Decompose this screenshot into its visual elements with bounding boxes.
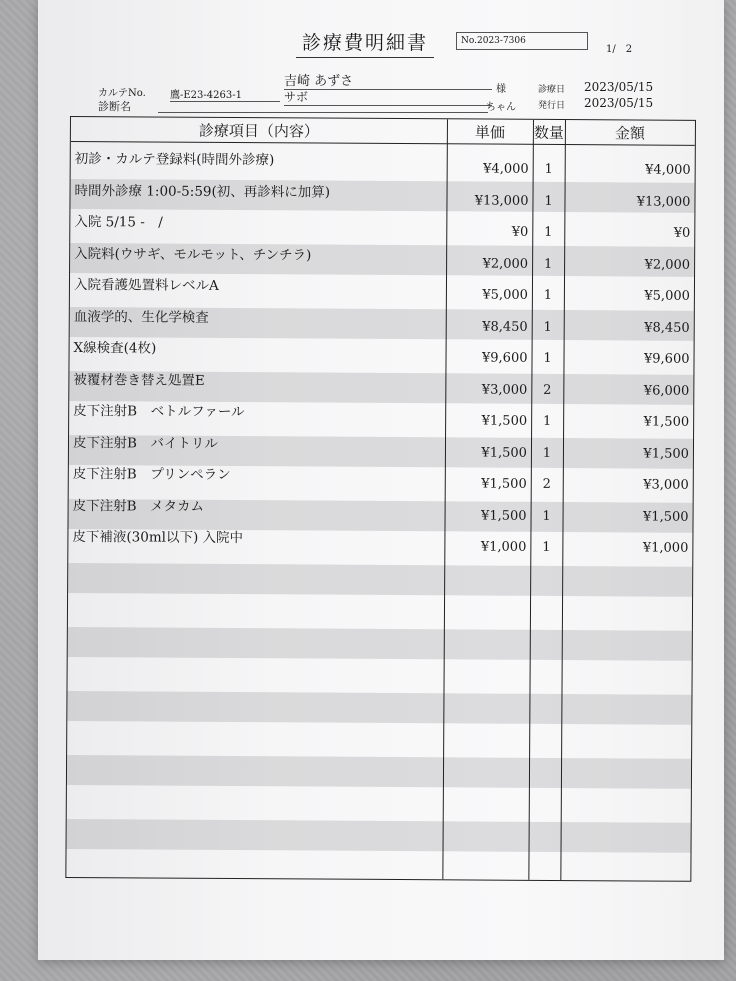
table-row bbox=[69, 429, 693, 465]
row-unit-price: ¥3,000 bbox=[481, 382, 528, 398]
row-unit-price: ¥1,500 bbox=[481, 445, 527, 461]
charges-table bbox=[65, 116, 696, 882]
row-unit-price: ¥1,500 bbox=[481, 413, 528, 429]
row-qty: 1 bbox=[543, 287, 553, 303]
row-amount: ¥9,600 bbox=[643, 351, 690, 367]
row-stripe bbox=[67, 819, 691, 853]
visit-date-label: 診療日 bbox=[538, 85, 566, 95]
row-amount: ¥1,500 bbox=[643, 509, 689, 525]
header-item: 診療項目（内容） bbox=[198, 121, 319, 141]
row-description: 入院料(ウサギ、モルモット、チンチラ) bbox=[74, 245, 312, 263]
row-description: X線検査(4枚) bbox=[73, 340, 157, 357]
row-description: 皮下注射B ベトルファール bbox=[73, 403, 245, 421]
diagnosis-line bbox=[158, 112, 488, 113]
row-unit-price: ¥1,500 bbox=[481, 508, 527, 524]
row-qty: 1 bbox=[542, 508, 551, 524]
row-amount: ¥4,000 bbox=[645, 162, 691, 178]
row-amount: ¥1,500 bbox=[643, 414, 690, 430]
row-amount: ¥2,000 bbox=[644, 257, 691, 273]
row-unit-price: ¥5,000 bbox=[482, 287, 528, 303]
row-unit-price: ¥1,000 bbox=[480, 539, 527, 555]
header-amount: 金額 bbox=[614, 124, 645, 143]
visit-date: 2023/05/15 bbox=[584, 80, 654, 94]
row-qty: 1 bbox=[543, 256, 553, 272]
row-amount: ¥0 bbox=[673, 225, 691, 241]
owner-name: 吉崎 あずさ bbox=[284, 70, 492, 90]
row-description: 被覆材巻き替え処置E bbox=[73, 371, 205, 389]
pet-name: サボ bbox=[284, 88, 492, 106]
karte-label: カルテNo. bbox=[98, 88, 146, 99]
row-stripe bbox=[68, 563, 692, 597]
page-number: 1/ 2 bbox=[606, 44, 633, 55]
row-qty: 1 bbox=[544, 161, 553, 177]
document-title: 診療費明細書 bbox=[296, 28, 434, 58]
row-amount: ¥5,000 bbox=[644, 288, 690, 304]
table-row bbox=[70, 177, 694, 213]
karte-number: 鷹-E23-4263-1 bbox=[170, 86, 280, 102]
table-row bbox=[70, 240, 694, 276]
row-amount: ¥13,000 bbox=[636, 193, 691, 210]
row-qty: 1 bbox=[542, 445, 552, 461]
row-unit-price: ¥8,450 bbox=[482, 319, 528, 335]
row-unit-price: ¥9,600 bbox=[481, 350, 528, 366]
table-row bbox=[69, 460, 693, 496]
table-row bbox=[69, 397, 693, 433]
document-number: No.2023-7306 bbox=[456, 32, 588, 50]
row-stripe bbox=[67, 755, 691, 789]
row-qty: 1 bbox=[544, 224, 553, 240]
row-qty: 1 bbox=[544, 193, 553, 209]
row-description: 入院 5/15 - / bbox=[74, 214, 163, 231]
row-qty: 1 bbox=[543, 319, 552, 335]
row-stripe bbox=[67, 691, 691, 725]
row-unit-price: ¥0 bbox=[511, 224, 529, 240]
row-unit-price: ¥1,500 bbox=[481, 476, 527, 492]
table-row bbox=[70, 303, 694, 339]
row-description: 時間外診療 1:00-5:59(初、再診料に加算) bbox=[74, 182, 331, 201]
table-row bbox=[70, 208, 694, 244]
row-unit-price: ¥13,000 bbox=[474, 192, 529, 209]
row-qty: 2 bbox=[542, 476, 551, 492]
diagnosis-label: 診断名 bbox=[98, 100, 131, 113]
row-description: 初診・カルテ登録料(時間外診療) bbox=[74, 151, 275, 169]
owner-suffix: 様 bbox=[496, 84, 506, 95]
row-description: 血液学的、生化学検査 bbox=[73, 308, 209, 326]
header-unit-price: 単価 bbox=[474, 123, 505, 142]
row-qty: 2 bbox=[543, 382, 552, 398]
table-row bbox=[69, 334, 693, 370]
row-description: 皮下注射B プリンペラン bbox=[72, 466, 231, 483]
row-qty: 1 bbox=[543, 350, 552, 366]
invoice-paper bbox=[38, 0, 724, 960]
table-row bbox=[68, 523, 692, 559]
pet-suffix: ちゃん bbox=[486, 102, 516, 113]
table-header bbox=[71, 117, 695, 146]
table-row bbox=[70, 271, 694, 307]
row-amount: ¥1,000 bbox=[642, 540, 689, 556]
table-row bbox=[69, 366, 693, 402]
row-unit-price: ¥2,000 bbox=[482, 256, 529, 272]
row-description: 皮下注射B メタカム bbox=[72, 497, 205, 515]
row-amount: ¥1,500 bbox=[643, 446, 689, 462]
row-amount: ¥3,000 bbox=[643, 477, 689, 493]
row-description: 皮下注射B バイトリル bbox=[72, 434, 218, 452]
row-description: 入院看護処置料レベルA bbox=[73, 277, 219, 294]
row-qty: 1 bbox=[542, 539, 551, 555]
issue-date-label: 発行日 bbox=[538, 101, 566, 111]
row-unit-price: ¥4,000 bbox=[483, 161, 529, 177]
row-amount: ¥8,450 bbox=[644, 320, 690, 336]
row-description: 皮下補液(30ml以下) 入院中 bbox=[72, 529, 244, 547]
row-qty: 1 bbox=[542, 413, 552, 429]
issue-date: 2023/05/15 bbox=[584, 96, 654, 110]
table-row bbox=[69, 491, 693, 527]
table-row bbox=[71, 145, 695, 181]
row-stripe bbox=[68, 627, 692, 661]
header-qty: 数量 bbox=[533, 123, 564, 143]
row-amount: ¥6,000 bbox=[643, 383, 690, 399]
